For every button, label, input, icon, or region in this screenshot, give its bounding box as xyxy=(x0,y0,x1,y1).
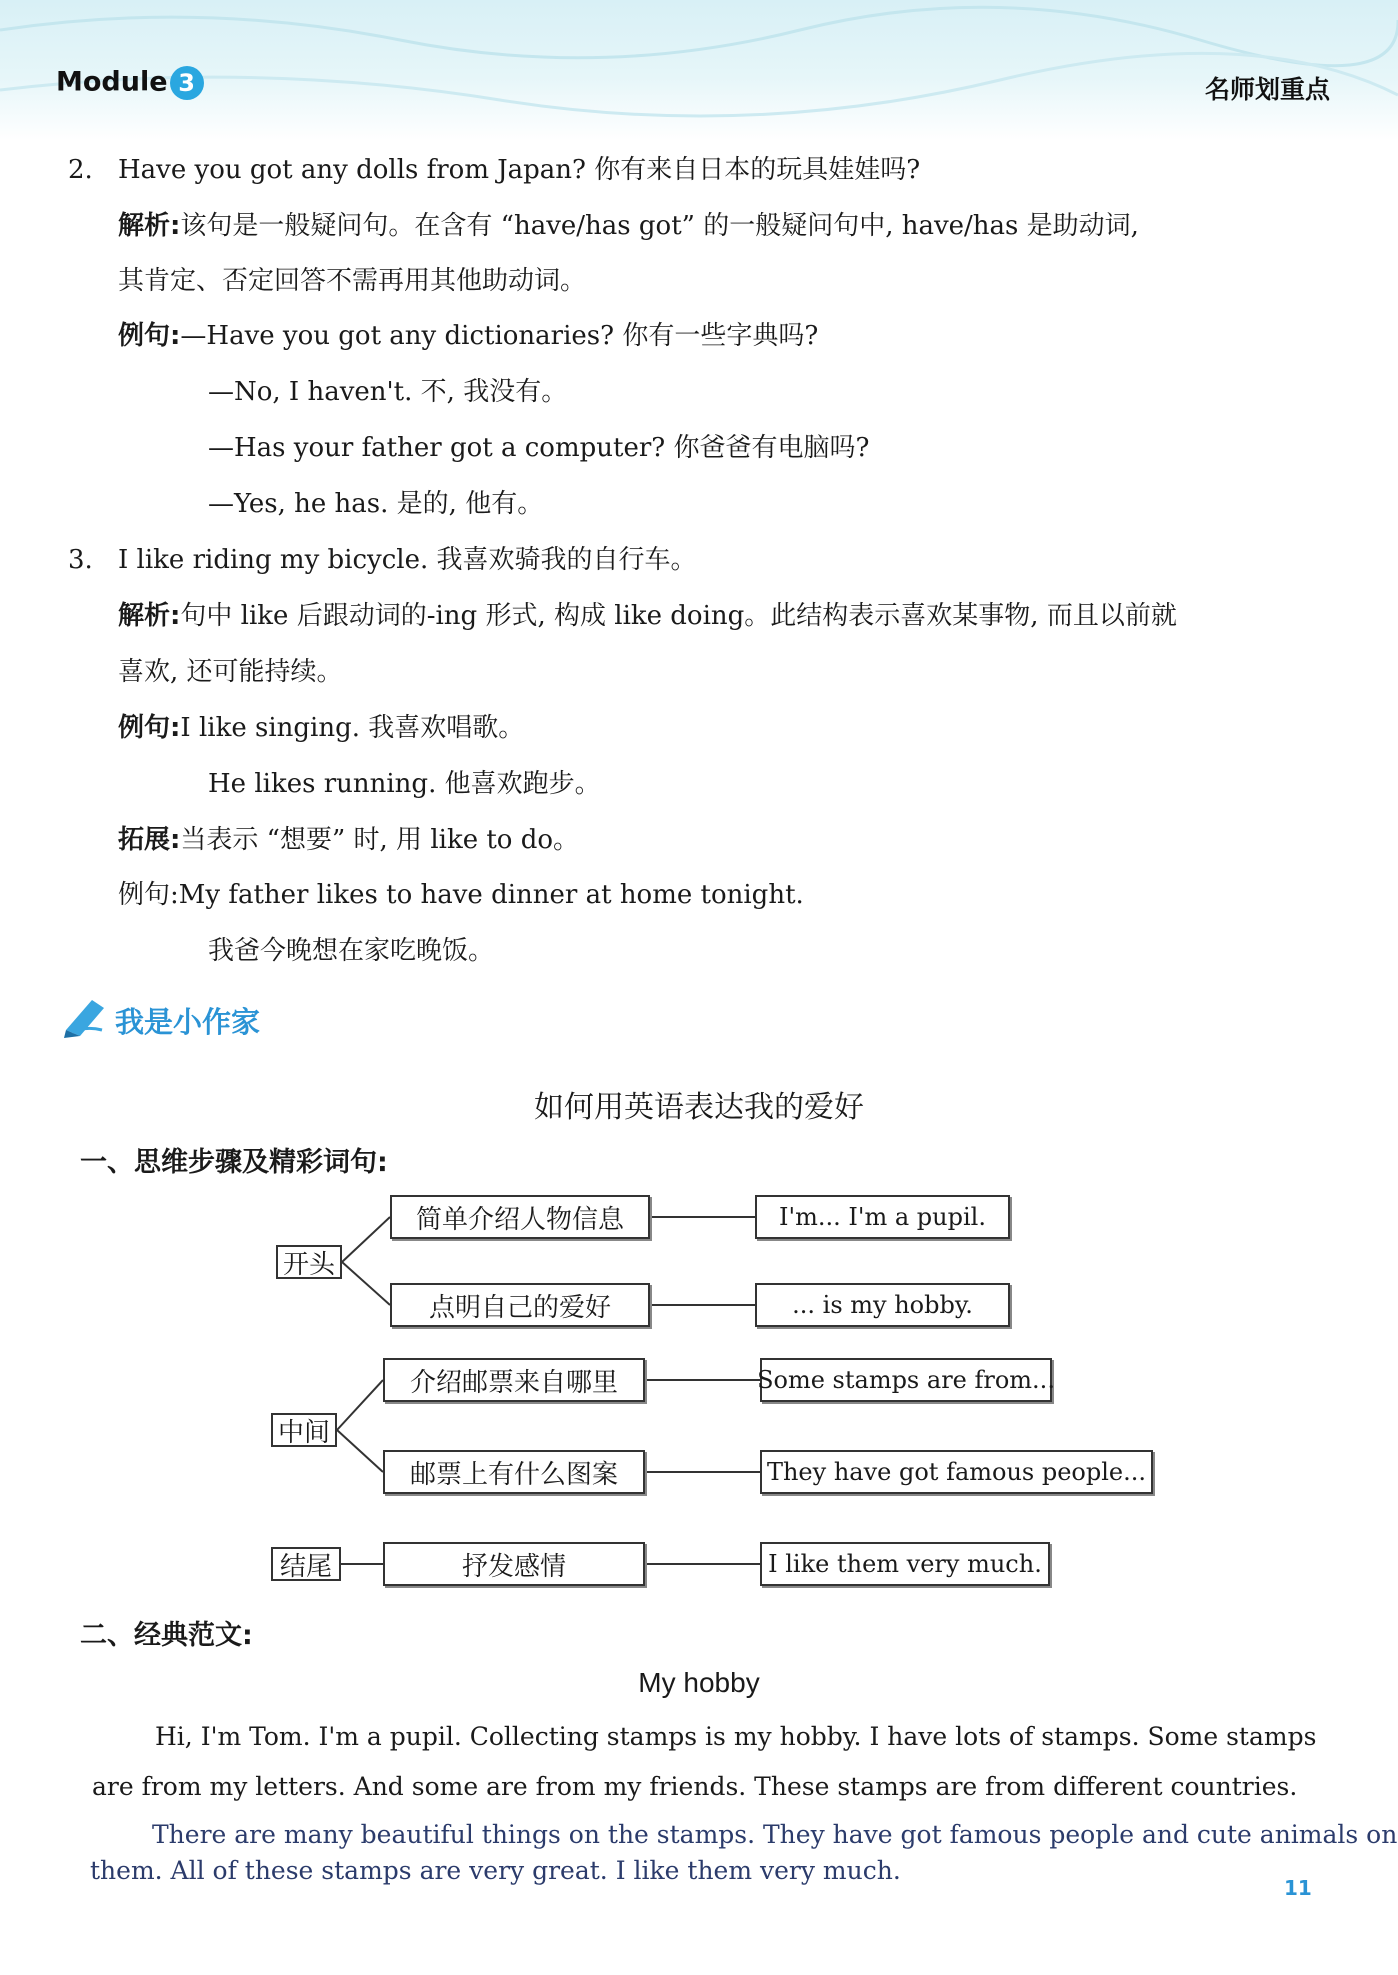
essay-title: My hobby xyxy=(638,1667,760,1698)
extend-text: 当表示 “想要” 时, 用 like to do。 xyxy=(180,825,580,855)
module-text: Module xyxy=(56,66,168,98)
item3-example2-cont: 我爸今晚想在家吃晚饭。 xyxy=(208,936,495,966)
analysis-label: 解析: xyxy=(118,601,181,631)
page-number: 11 xyxy=(1284,1876,1312,1900)
item2-sentence: Have you got any dolls from Japan? 你有来自日本的玩具娃娃吗? xyxy=(118,155,921,185)
essay-line-1: Hi, I'm Tom. I'm a pupil. Collecting stamps is my hobby. I have lots of stamps. Some stamps xyxy=(155,1722,1317,1751)
section-title: 我是小作家 xyxy=(115,1005,261,1039)
mindmap-step1-box: 简单介绍人物信息 xyxy=(390,1195,650,1239)
analysis-text: 句中 like 后跟动词的-ing 形式, 构成 like doing。此结构表示喜欢某事物, 而且以前就 xyxy=(180,601,1177,631)
mindmap-step2-box: 点明自己的爱好 xyxy=(390,1283,650,1327)
essay-line-4: them. All of these stamps are very great. I like them very much. xyxy=(90,1856,901,1885)
item2-example-3: —Has your father got a computer? 你爸爸有电脑吗? xyxy=(208,433,870,463)
heading-model-essay: 二、经典范文: xyxy=(80,1620,253,1651)
analysis-text: 该句是一般疑问句。在含有 “have/has got” 的一般疑问句中, have/has 是助动词, xyxy=(180,211,1139,241)
mindmap-step4-box: 邮票上有什么图案 xyxy=(383,1450,645,1494)
mindmap-step3-english-box: Some stamps are from... xyxy=(760,1358,1052,1402)
mindmap-label-start: 开头 xyxy=(276,1245,342,1279)
heading-thinking-steps: 一、思维步骤及精彩词句: xyxy=(80,1147,388,1178)
item2-example-2: —No, I haven't. 不, 我没有。 xyxy=(208,377,568,407)
example2-label: 例句: xyxy=(118,880,179,910)
mindmap-step5-english-box: I like them very much. xyxy=(760,1542,1050,1586)
mindmap-step1-english-box: I'm... I'm a pupil. xyxy=(755,1195,1010,1239)
essay-line-3: There are many beautiful things on the stamps. They have got famous people and cute animals on xyxy=(152,1820,1398,1849)
item3-sentence: I like riding my bicycle. 我喜欢骑我的自行车。 xyxy=(118,545,697,575)
mindmap-step5-box: 抒发感情 xyxy=(383,1542,645,1586)
analysis-label: 解析: xyxy=(118,211,181,241)
extend-label: 拓展: xyxy=(118,825,181,855)
writing-topic-title: 如何用英语表达我的爱好 xyxy=(534,1090,864,1125)
essay-line-2: are from my letters. And some are from my friends. These stamps are from different countries. xyxy=(92,1772,1298,1801)
example-label: 例句: xyxy=(118,713,181,743)
item2-analysis-cont: 其肯定、否定回答不需再用其他助动词。 xyxy=(118,266,587,296)
item3-number: 3. xyxy=(68,545,93,575)
item3-analysis-cont: 喜欢, 还可能持续。 xyxy=(118,657,343,687)
example2-text: My father likes to have dinner at home tonight. xyxy=(178,880,804,910)
item2-example-4: —Yes, he has. 是的, 他有。 xyxy=(208,489,544,519)
mindmap-step4-english-box: They have got famous people... xyxy=(760,1450,1153,1494)
module-number-badge: 3 xyxy=(170,66,204,100)
header-right-title: 名师划重点 xyxy=(1204,75,1330,104)
item3-example-2: He likes running. 他喜欢跑步。 xyxy=(208,769,601,799)
mindmap-step2-english-box: ... is my hobby. xyxy=(755,1283,1010,1327)
example-text: —Have you got any dictionaries? 你有一些字典吗? xyxy=(180,321,819,351)
mindmap-label-end: 结尾 xyxy=(271,1547,341,1581)
example-text: I like singing. 我喜欢唱歌。 xyxy=(180,713,525,743)
mindmap-label-middle: 中间 xyxy=(271,1413,337,1447)
item2-number: 2. xyxy=(68,155,93,185)
mindmap-step3-box: 介绍邮票来自哪里 xyxy=(383,1358,645,1402)
example-label: 例句: xyxy=(118,321,181,351)
